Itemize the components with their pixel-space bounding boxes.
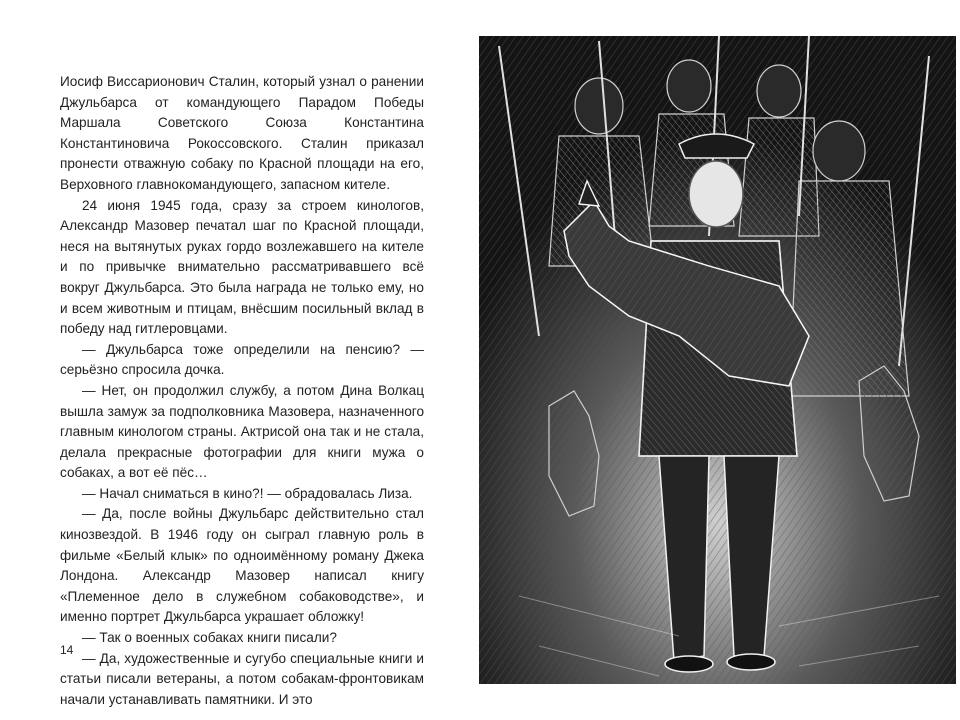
page-number: 14 bbox=[60, 643, 74, 657]
paragraph: — Да, художественные и сугубо специальные книги и статьи писали ветераны, а потом собакам-фронтовикам начали устанавливать памятники. И это bbox=[60, 650, 424, 707]
text-column bbox=[60, 72, 424, 710]
illustration bbox=[479, 36, 956, 684]
pencil-sketch-soldier-carrying-dog-icon bbox=[479, 36, 956, 684]
paragraph: — Нет, он продолжил службу, а потом Дина Волкац вышла замуж за подполковника Мазовера, назначенного главным кинологом страны. Актрисой она так и не стала, делала прекрасные фотографии для книги мужа о собаках, а вот её пёс… bbox=[60, 382, 424, 481]
paragraph: 24 июня 1945 года, сразу за строем кинологов, Александр Мазовер печатал шаг по Красной площади, неся на вытянутых руках гордо возлежавшего на кителе и по привычке внимательно рассматривавшего всё вокруг Джульбарса. Это была награда не только ему, но и всем животным и птицам, внёсшим посильный вклад в победу над гитлеровцами. bbox=[60, 197, 424, 337]
paragraph: — Начал сниматься в кино?! — обрадовалась Лиза. bbox=[82, 485, 413, 501]
paragraph: — Джульбарса тоже определили на пенсию? — серьёзно спросила дочка. bbox=[60, 341, 424, 378]
paragraph: — Да, после войны Джульбарс действительно стал кинозвездой. В 1946 году он сыграл главную роль в фильме «Белый клык» по одноимённому роману Джека Лондона. Александр Мазовер написал книгу «Племенное дело в служебном собаководстве», и именно портрет Джульбарса украшает обложку! bbox=[60, 506, 424, 625]
paragraph: Иосиф Виссарионович Сталин, который узнал о ранении Джульбарса от командующего Парадом Победы Маршала Советского Союза Константина Константиновича Рокоссовского. Сталин приказал пронести отважную собаку по Красной площади на его, Верховного главнокомандующего, запасном кителе. bbox=[60, 74, 424, 192]
paragraph: — Так о военных собаках книги писали? bbox=[82, 630, 337, 646]
